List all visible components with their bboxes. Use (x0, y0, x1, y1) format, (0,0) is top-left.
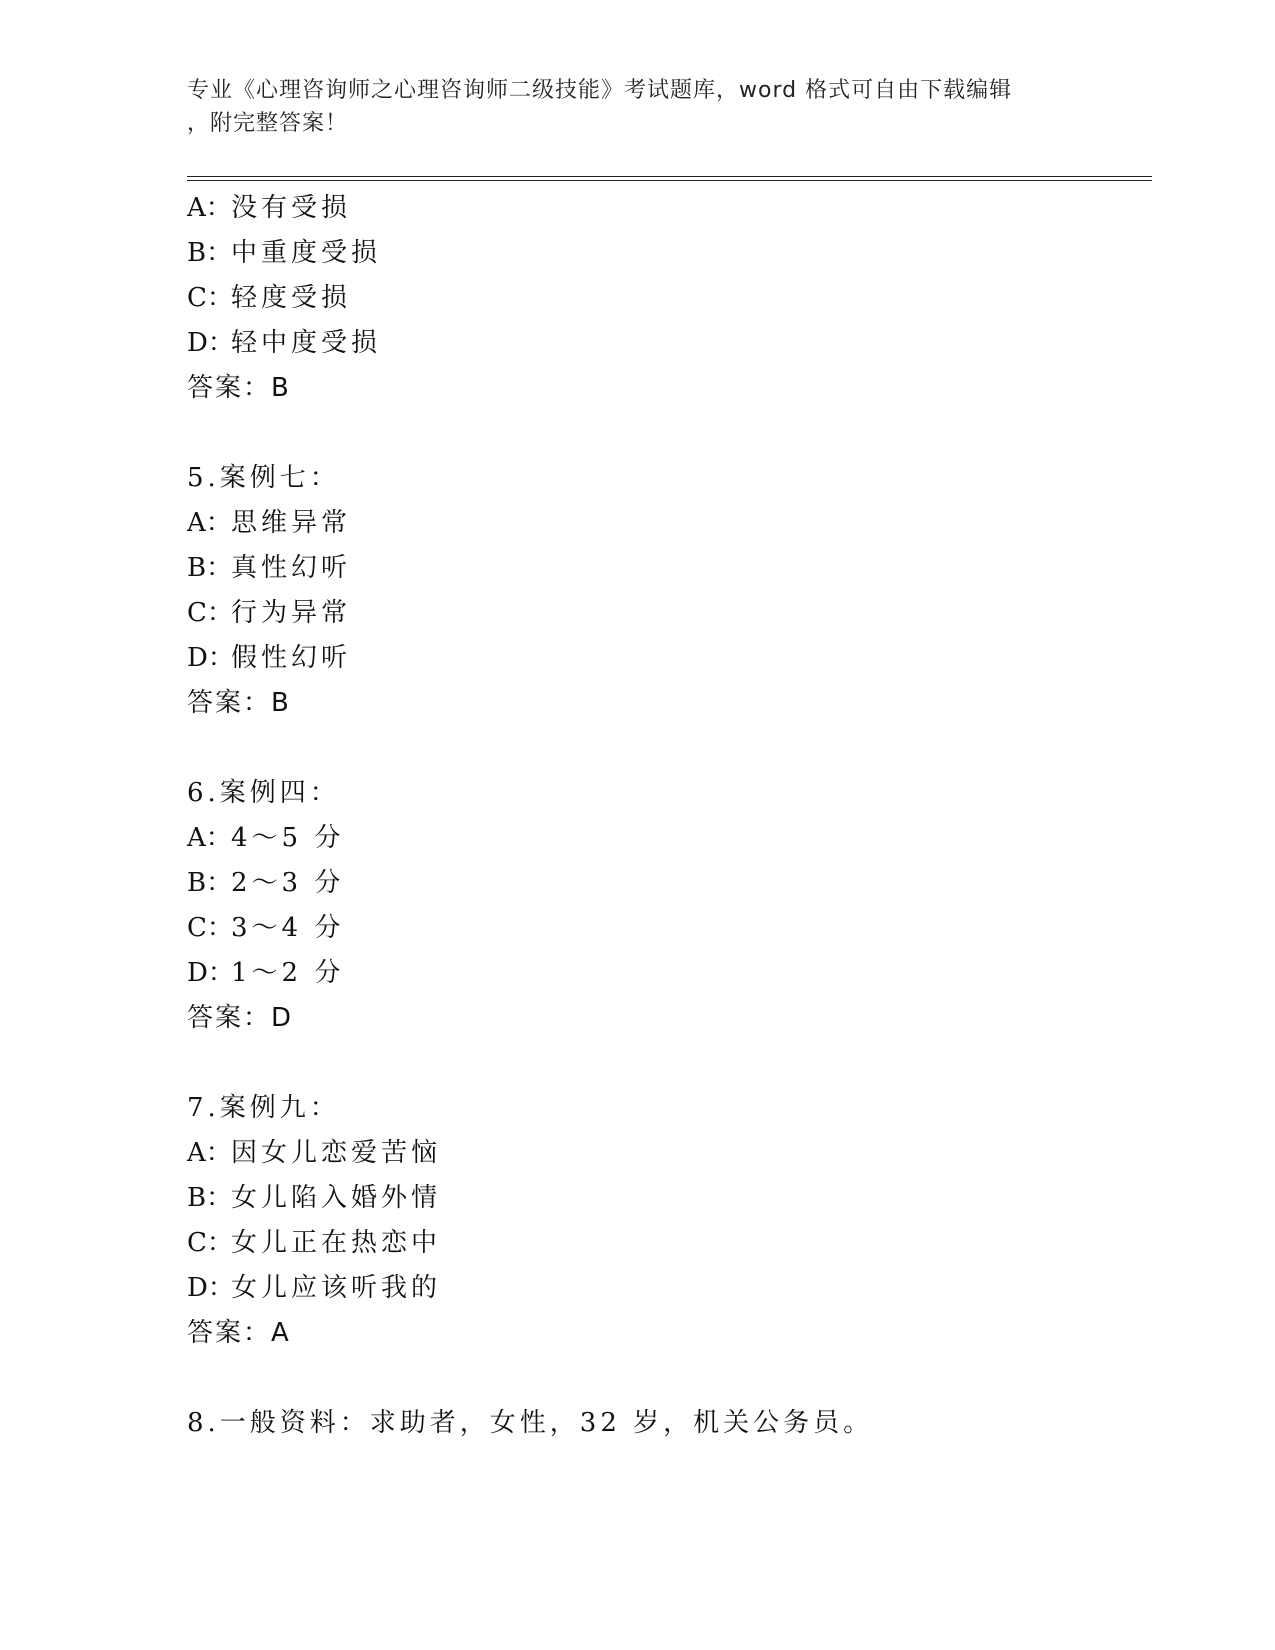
q6-option-c-text: 3～4 分 (231, 913, 345, 943)
q4-option-a (187, 191, 351, 225)
header-line-1: 专业《心理咨询师之心理咨询师二级技能》考试题库，word 格式可自由下载编辑 (187, 78, 1013, 103)
q4-option-a-letter: A： (187, 193, 232, 223)
q5-option-c (187, 596, 351, 630)
q5-option-d-letter: D： (187, 643, 234, 673)
q7-option-d-text: 女儿应该听我的 (231, 1273, 442, 1303)
q4-option-c-letter: C： (187, 283, 233, 313)
q7-option-d-letter: D： (187, 1273, 234, 1303)
q6-option-b-text: 2～3 分 (231, 868, 345, 898)
q6-option-a (187, 821, 344, 855)
q5-option-c-letter: C： (187, 598, 233, 628)
q5-option-c-text: 行为异常 (231, 598, 352, 628)
q7-option-b-letter: B： (187, 1183, 233, 1213)
q6-option-c-letter: C： (187, 913, 233, 943)
q7-option-c (187, 1226, 441, 1260)
document-header (187, 74, 1067, 140)
q5-answer: 答案：B (187, 688, 291, 718)
q7-answer: 答案：A (187, 1318, 291, 1348)
q4-option-b (187, 236, 381, 270)
q6-title: 6.案例四： (187, 778, 340, 808)
q7-option-a (187, 1136, 441, 1170)
q7-title: 7.案例九： (187, 1093, 340, 1123)
q7-option-b-text: 女儿陷入婚外情 (231, 1183, 442, 1213)
q6-option-d-letter: D： (187, 958, 234, 988)
header-rule-top (187, 176, 1152, 177)
q6-option-d-text: 1～2 分 (231, 958, 345, 988)
q4-answer: 答案：B (187, 373, 291, 403)
header-line-2: ，附完整答案！ (187, 111, 349, 136)
q4-option-d-letter: D： (187, 328, 234, 358)
q7-option-d (187, 1271, 441, 1305)
q5-option-d (187, 641, 351, 675)
q4-option-d-text: 轻中度受损 (231, 328, 382, 358)
q5-option-a-text: 思维异常 (231, 508, 352, 538)
q5-option-d-text: 假性幻听 (231, 643, 352, 673)
q6-option-a-letter: A： (187, 823, 232, 853)
q5-option-b (187, 551, 351, 585)
q4-option-d (187, 326, 381, 360)
q6-option-b-letter: B： (187, 868, 233, 898)
q6-option-a-text: 4～5 分 (231, 823, 345, 853)
q5-option-b-text: 真性幻听 (231, 553, 352, 583)
q4-option-b-letter: B： (187, 238, 233, 268)
q6-option-d (187, 956, 344, 990)
q7-option-a-letter: A： (187, 1138, 232, 1168)
q6-option-b (187, 866, 344, 900)
q5-option-a (187, 506, 351, 540)
q5-option-b-letter: B： (187, 553, 233, 583)
q8-title: 8.一般资料：求助者，女性，32 岁，机关公务员。 (187, 1408, 874, 1438)
q6-option-c (187, 911, 344, 945)
q7-option-c-text: 女儿正在热恋中 (231, 1228, 442, 1258)
q5-title: 5.案例七： (187, 463, 340, 493)
q4-option-c-text: 轻度受损 (231, 283, 352, 313)
q5-option-a-letter: A： (187, 508, 232, 538)
q7-option-a-text: 因女儿恋爱苦恼 (231, 1138, 442, 1168)
q4-option-c (187, 281, 351, 315)
q7-option-b (187, 1181, 441, 1215)
q7-option-c-letter: C： (187, 1228, 233, 1258)
q4-option-b-text: 中重度受损 (231, 238, 382, 268)
header-rule-bottom (187, 180, 1152, 181)
q4-option-a-text: 没有受损 (231, 193, 352, 223)
q6-answer: 答案：D (187, 1003, 294, 1033)
